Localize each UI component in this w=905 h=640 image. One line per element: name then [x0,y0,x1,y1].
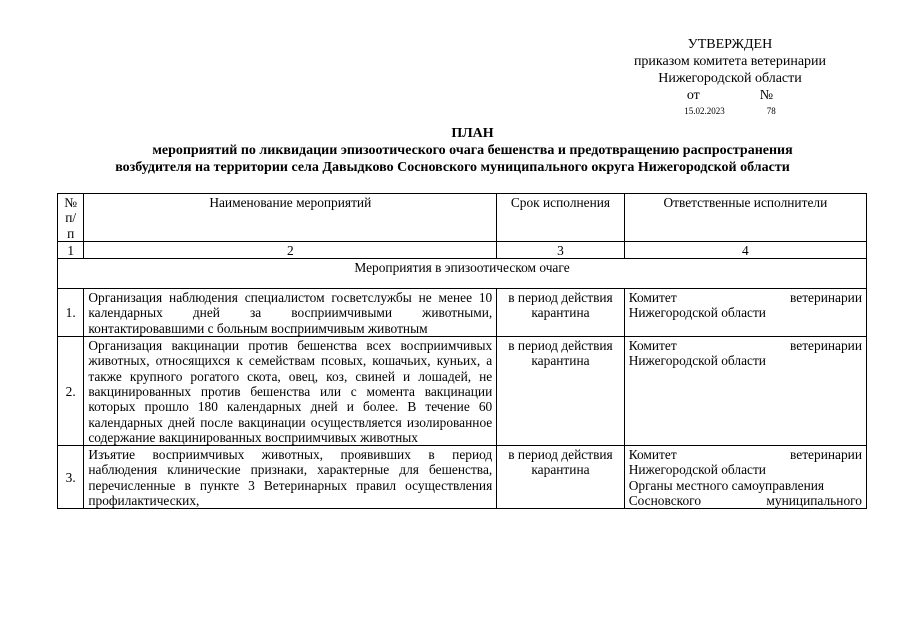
approval-number: 78 [766,106,776,116]
responsible-line [629,447,862,462]
responsible-word: муниципального [766,493,862,509]
row-term: в период действия карантина [497,289,624,337]
plan-table [57,193,867,509]
row-number: 1. [58,289,84,337]
responsible-word: ветеринарии [790,447,862,463]
approval-date: 15.02.2023 [684,106,725,116]
responsible-line: Нижегородской области [628,353,766,369]
responsible-line: Нижегородской области [628,462,766,478]
column-index-1: 1 [58,241,84,258]
approval-line-1: приказом комитета ветеринарии [633,54,827,69]
responsible-line [629,493,862,508]
column-index-2: 2 [84,241,497,258]
approval-line-2: Нижегородской области [658,71,802,86]
section-row [58,259,867,289]
responsible-word: Комитет [628,338,677,354]
header-term: Срок исполнения [497,194,624,242]
row-number: 3. [58,446,84,509]
approval-date-values [600,105,860,117]
row-term: в период действия карантина [497,337,624,446]
responsible-line: Органы местного самоуправления [628,477,825,493]
responsible-line: Нижегородской области [628,305,766,321]
approval-from-label: от [686,88,700,103]
row-activity: Организация наблюдения специалистом госветслужбы не менее 10 календарных дней за восприимчивыми животными, контактировавшими с больным восприимчивым животным [84,289,497,337]
row-number: 2. [58,337,84,446]
responsible-word: Комитет [628,447,677,463]
column-index-row [58,241,867,258]
plan-heading: ПЛАН [451,126,494,141]
header-num: № п/п [58,194,84,242]
approval-stamp [600,36,860,117]
row-term: в период действия карантина [497,446,624,509]
table-row [58,337,867,446]
responsible-word: Сосновского [628,493,702,509]
responsible-word: ветеринарии [790,290,862,306]
header-name: Наименование мероприятий [84,194,497,242]
column-index-3: 3 [497,241,624,258]
row-responsible [624,289,866,337]
table-header-row [58,194,867,242]
approval-title: УТВЕРЖДЕН [687,37,773,52]
plan-title [40,125,865,176]
responsible-line [629,290,862,305]
column-index-4: 4 [624,241,866,258]
table-row [58,289,867,337]
plan-title-line-1: мероприятий по ликвидации эпизоотического очага бешенства и предотвращению распространения [152,143,793,158]
row-activity: Изъятие восприимчивых животных, проявивших в период наблюдения клинические признаки, характерные для бешенства, перечисленные в пункте 3 Ветеринарных правил осуществления профилактических, [84,446,497,509]
section-title: Мероприятия в эпизоотическом очаге [58,259,867,289]
responsible-word: ветеринарии [790,338,862,354]
header-responsible: Ответственные исполнители [624,194,866,242]
approval-date-labels [600,87,860,104]
responsible-word: Комитет [628,290,677,306]
plan-title-line-2: возбудителя на территории села Давыдково Сосновского муниципального округа Нижегородской области [115,160,790,175]
responsible-line [629,338,862,353]
table-row [58,446,867,509]
row-activity: Организация вакцинации против бешенства всех восприимчивых животных, относящихся к семействам псовых, кошачьих, куньих, а также крупного рогатого скота, овец, коз, свиней и лошадей, не вакцинированных против бешенства или с момента вакцинации которых прошло 180 календарных дней и более. В течение 60 календарных дней после вакцинации осуществляется изолированное содержание вакцинированных восприимчивых животных [84,337,497,446]
row-responsible [624,337,866,446]
row-responsible [624,446,866,509]
approval-number-label: № [759,88,774,103]
